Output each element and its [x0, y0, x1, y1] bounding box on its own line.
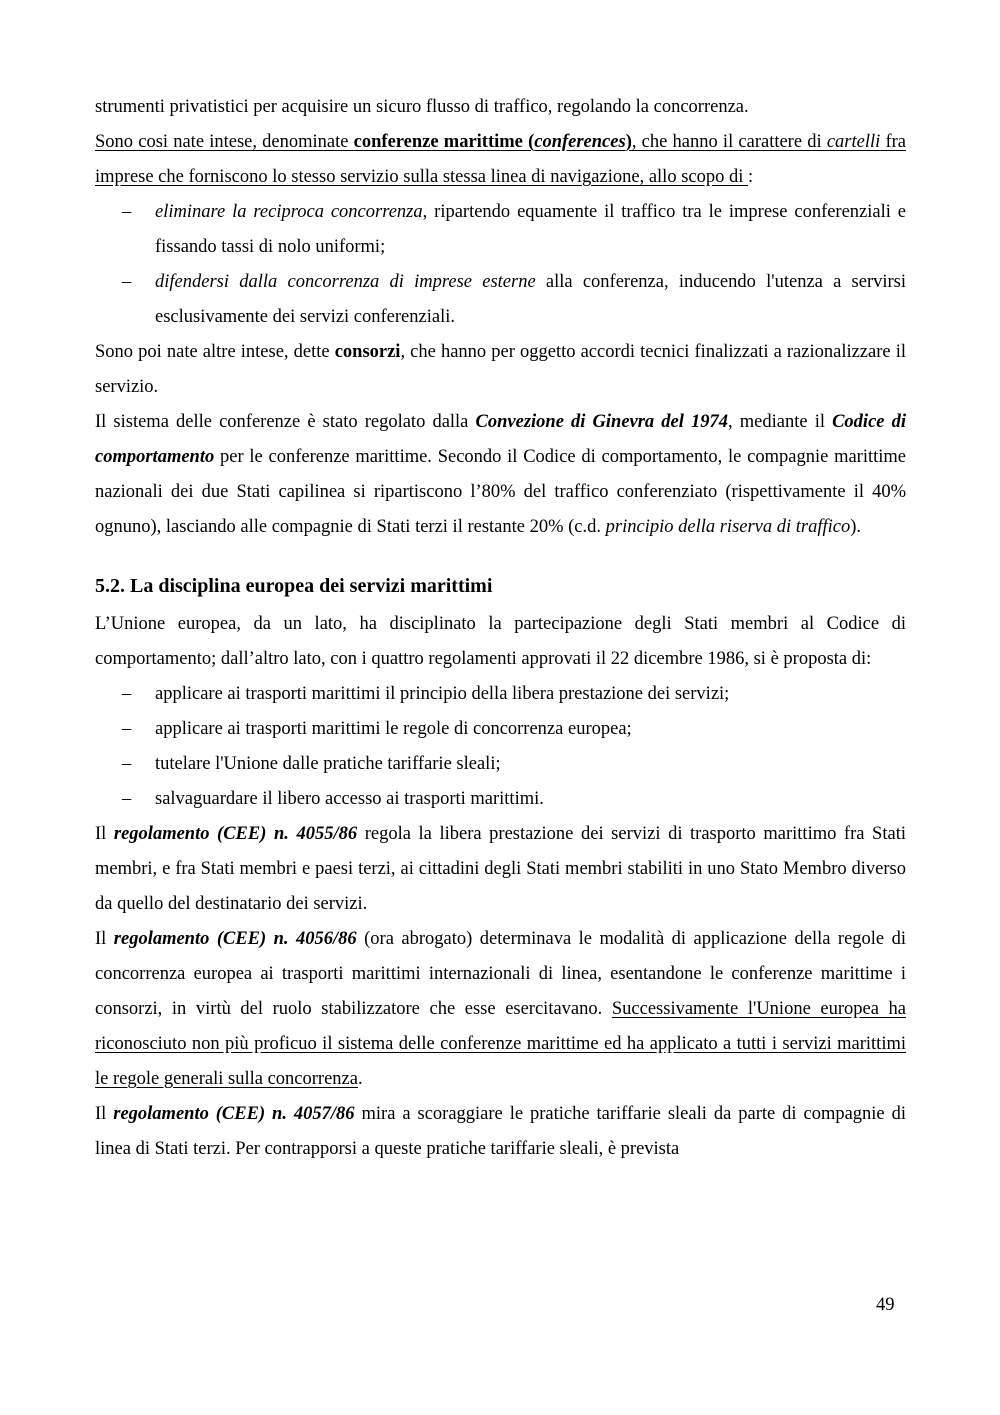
page-number: 49 — [876, 1295, 895, 1315]
dash-bullet: – — [122, 272, 132, 292]
paragraph-7: Il regolamento (CEE) n. 4056/86 (ora abrogato) determinava le modalità di applicazione della regole di concorrenza europea ai trasporti marittimi internazionali di linea, esentandone le conferenze marittime i consorzi, in virtù del ruolo stabilizzatore che esse esercitavano. Successivamente l'Unione europea ha riconosciuto non più proficuo il sistema delle conferenze marittime ed ha applicato a tutti i servizi marittimi le regole generali sulla concorrenza. — [95, 929, 906, 1089]
dash-bullet: – — [122, 684, 132, 704]
dash-bullet: – — [122, 719, 132, 739]
list-item: – salvaguardare il libero accesso ai trasporti marittimi. — [95, 782, 906, 817]
section-heading: 5.2. La disciplina europea dei servizi marittimi — [95, 575, 493, 597]
list-item: – tutelare l'Unione dalle pratiche tariffarie sleali; — [95, 747, 906, 782]
list-item: – eliminare la reciproca concorrenza, ripartendo equamente il traffico tra le imprese conferenziali e fissando tassi di nolo uniformi; — [95, 195, 906, 265]
page-content — [95, 90, 906, 1167]
list-item: – applicare ai trasporti marittimi il principio della libera prestazione dei servizi; — [95, 677, 906, 712]
paragraph-4: Il sistema delle conferenze è stato regolato dalla Convezione di Ginevra del 1974, mediante il Codice di comportamento per le conferenze marittime. Secondo il Codice di comportamento, le compagnie marittime nazionali dei due Stati capilinea si ripartiscono l’80% del traffico conferenziato (rispettivamente il 40% ognuno), lasciando alle compagnie di Stati terzi il restante 20% (c.d. principio della riserva di traffico). — [95, 412, 907, 537]
list-item: – applicare ai trasporti marittimi le regole di concorrenza europea; — [95, 712, 906, 747]
paragraph-6: Il regolamento (CEE) n. 4055/86 regola la libera prestazione dei servizi di trasporto marittimo fra Stati membri, e fra Stati membri e paesi terzi, ai cittadini degli Stati membri stabiliti in uno Stato Membro diverso da quello del destinatario dei servizi. — [95, 824, 906, 914]
purpose-list — [95, 195, 906, 335]
objectives-list — [95, 677, 906, 817]
dash-bullet: – — [122, 202, 132, 222]
dash-bullet: – — [122, 789, 132, 809]
paragraph-1: strumenti privatistici per acquisire un sicuro flusso di traffico, regolando la concorrenza. — [95, 97, 749, 117]
paragraph-2: Sono cosi nate intese, denominate conferenze marittime (conferences), che hanno il carattere di cartelli fra imprese che forniscono lo stesso servizio sulla stessa linea di navigazione, allo scopo di : — [95, 132, 906, 187]
underlined-intro: Sono cosi nate intese, denominate conferenze marittime (conferences), che hanno il carattere di cartelli fra imprese che forniscono lo stesso servizio sulla stessa linea di navigazione, allo scopo di — [95, 132, 906, 187]
paragraph-5: L’Unione europea, da un lato, ha disciplinato la partecipazione degli Stati membri al Codice di comportamento; dall’altro lato, con i quattro regolamenti approvati il 22 dicembre 1986, si è proposta di: — [95, 614, 906, 669]
dash-bullet: – — [122, 754, 132, 774]
list-item: – difendersi dalla concorrenza di imprese esterne alla conferenza, inducendo l'utenza a servirsi esclusivamente dei servizi conferenziali. — [95, 265, 906, 335]
paragraph-3: Sono poi nate altre intese, dette consorzi, che hanno per oggetto accordi tecnici finalizzati a razionalizzare il servizio. — [95, 342, 906, 397]
paragraph-8: Il regolamento (CEE) n. 4057/86 mira a scoraggiare le pratiche tariffarie sleali da parte di compagnie di linea di Stati terzi. Per contrapporsi a queste pratiche tariffarie sleali, è prevista — [95, 1104, 906, 1159]
